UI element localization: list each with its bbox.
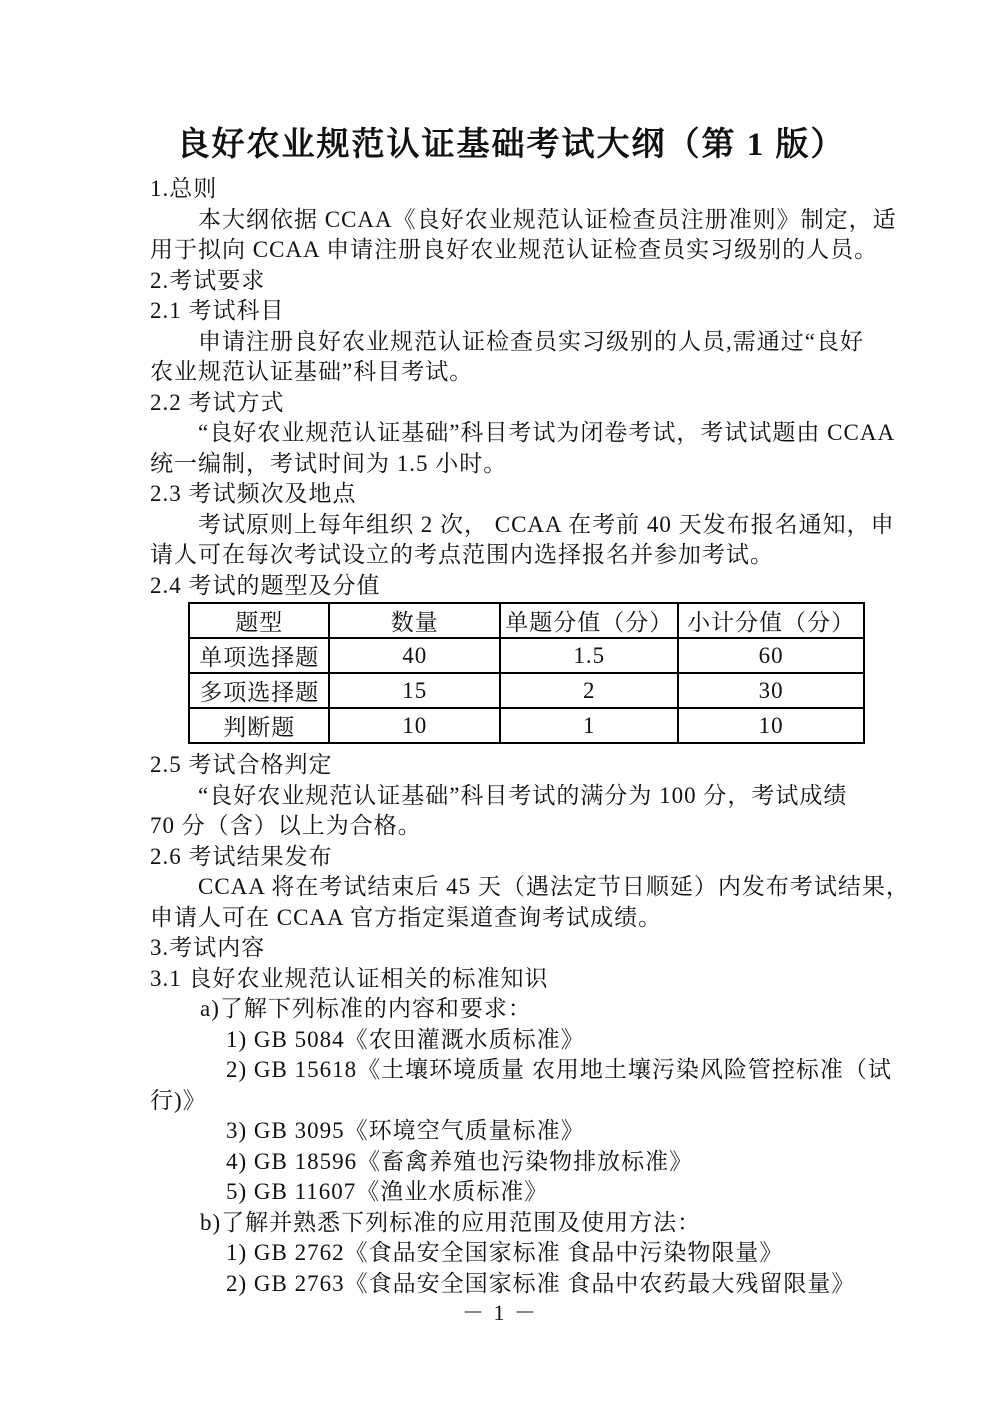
text-line: 申请注册良好农业规范认证检查员实习级别的人员,需通过“良好	[198, 328, 864, 354]
table-row	[189, 638, 864, 673]
table-cell: 判断题	[189, 708, 329, 743]
text-line: 2.6 考试结果发布	[150, 843, 333, 869]
text-line: 70 分（含）以上为合格。	[150, 813, 422, 838]
table-cell: 40	[329, 638, 500, 673]
document-body-top	[150, 174, 897, 601]
table-row	[189, 673, 864, 708]
text-line: 2.2 考试方式	[150, 389, 285, 415]
text-line: 2.5 考试合格判定	[150, 752, 333, 777]
text-line: 2) GB 2763《食品安全国家标准 食品中农药最大残留限量》	[226, 1270, 856, 1296]
score-table-body	[189, 638, 864, 743]
table-cell: 2	[500, 673, 678, 708]
text-line: 3.考试内容	[150, 935, 266, 960]
text-line: CCAA 将在考试结束后 45 天（遇法定节日顺延）内发布考试结果，	[198, 874, 910, 899]
text-line: 3.1 良好农业规范认证相关的标准知识	[150, 965, 549, 991]
text-line: 1) GB 2762《食品安全国家标准 食品中污染物限量》	[226, 1240, 784, 1265]
table-header-row	[189, 603, 864, 638]
text-line: 2.考试要求	[150, 267, 266, 293]
text-line: 2.3 考试频次及地点	[150, 481, 357, 506]
table-cell: 10	[678, 708, 864, 743]
text-line: 统一编制，考试时间为 1.5 小时。	[150, 450, 508, 476]
text-line: 2.1 考试科目	[150, 298, 285, 323]
table-header-cell: 单题分值（分）	[500, 603, 678, 638]
document-content	[150, 0, 910, 1299]
table-header-cell: 数量	[329, 603, 500, 638]
table-cell: 15	[329, 673, 500, 708]
text-line: 考试原则上每年组织 2 次， CCAA 在考前 40 天发布报名通知，申	[198, 511, 895, 537]
table-cell: 10	[329, 708, 500, 743]
text-line: 用于拟向 CCAA 申请注册良好农业规范认证检查员实习级别的人员。	[150, 237, 879, 262]
table-cell: 60	[678, 638, 864, 673]
text-line: 本大纲依据 CCAA《良好农业规范认证检查员注册准则》制定，适	[198, 206, 897, 232]
table-header-cell: 题型	[189, 603, 329, 638]
text-line: 3) GB 3095《环境空气质量标准》	[226, 1118, 585, 1143]
text-line: 行)》	[150, 1087, 207, 1113]
table-cell: 30	[678, 673, 864, 708]
text-line: a)了解下列标准的内容和要求：	[200, 996, 532, 1021]
text-line: 2) GB 15618《土壤环境质量 农用地土壤污染风险管控标准（试	[226, 1057, 892, 1082]
table-cell: 单项选择题	[189, 638, 329, 673]
table-cell: 多项选择题	[189, 673, 329, 708]
text-line: “良好农业规范认证基础”科目考试的满分为 100 分，考试成绩	[198, 782, 848, 808]
document-body-bottom	[150, 750, 910, 1299]
table-row	[189, 708, 864, 743]
table-header-cell: 小计分值（分）	[678, 603, 864, 638]
text-line: 1.总则	[150, 176, 218, 201]
text-line: 申请人可在 CCAA 官方指定渠道查询考试成绩。	[150, 904, 663, 930]
score-table	[188, 602, 865, 744]
table-cell: 1.5	[500, 638, 678, 673]
text-line: “良好农业规范认证基础”科目考试为闭卷考试，考试试题由 CCAA	[198, 420, 896, 445]
table-cell: 1	[500, 708, 678, 743]
text-line: 请人可在每次考试设立的考点范围内选择报名并参加考试。	[150, 542, 774, 567]
score-table-head	[189, 603, 864, 638]
text-line: 5) GB 11607《渔业水质标准》	[226, 1179, 549, 1204]
text-line: 1) GB 5084《农田灌溉水质标准》	[226, 1026, 585, 1052]
text-line: 2.4 考试的题型及分值	[150, 572, 381, 598]
text-line: 农业规范认证基础”科目考试。	[150, 359, 474, 384]
page-number: － 1 －	[461, 1300, 538, 1325]
page-title: 良好农业规范认证基础考试大纲（第 1 版）	[176, 127, 846, 163]
text-line: 4) GB 18596《畜禽养殖也污染物排放标准》	[226, 1148, 694, 1174]
text-line: b)了解并熟悉下列标准的应用范围及使用方法：	[200, 1209, 702, 1235]
